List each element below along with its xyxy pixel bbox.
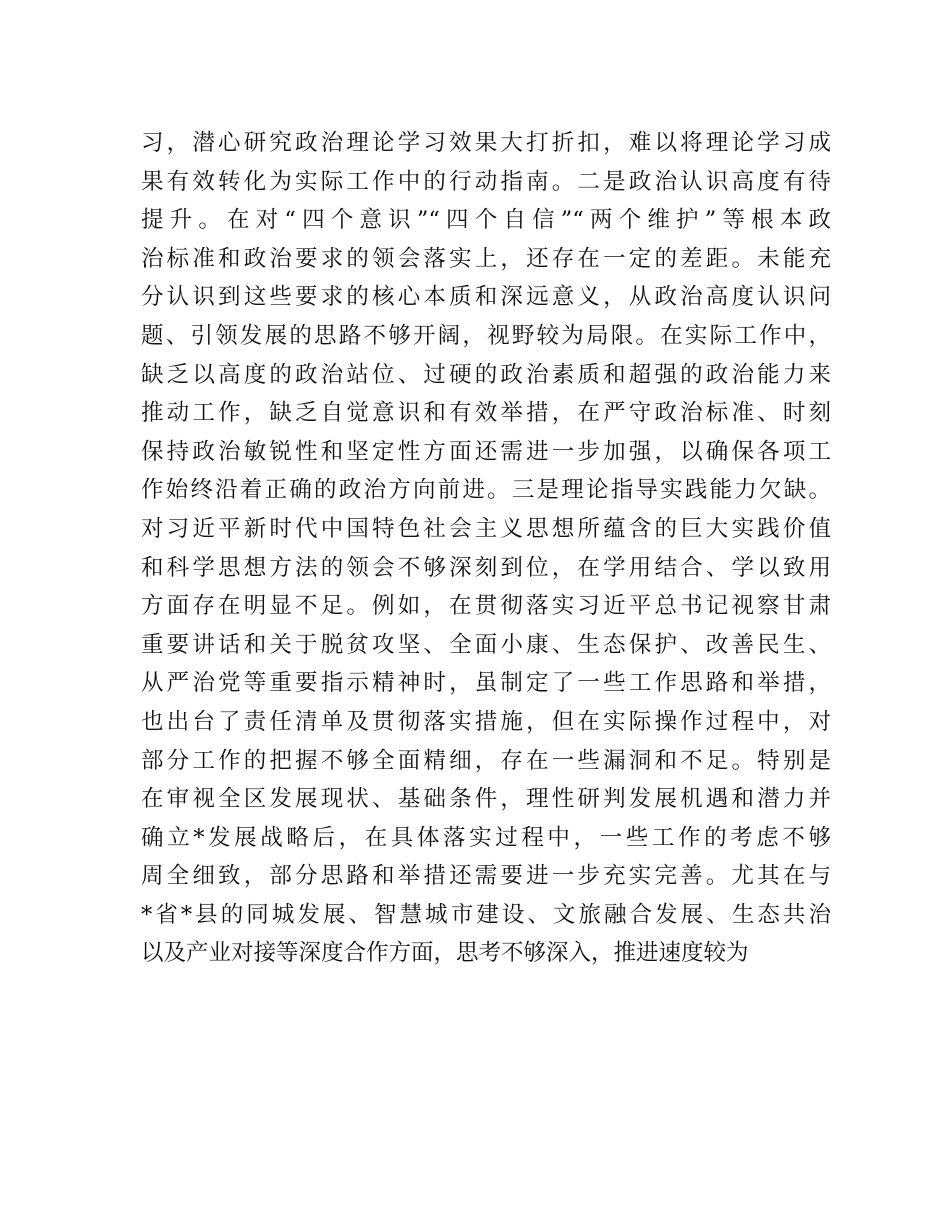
text-line: 分认识到这些要求的核心本质和深远意义，从政治高度认识问 [141, 284, 831, 311]
text-line: 提升。在对“四个意识”“四个自信”“两个维护”等根本政 [141, 207, 831, 234]
text-line: *省*县的同城发展、智慧城市建设、文旅融合发展、生态共治 [141, 901, 831, 928]
text-line: 确立*发展战略后，在具体落实过程中，一些工作的考虑不够 [141, 824, 831, 851]
text-line: 对习近平新时代中国特色社会主义思想所蕴含的巨大实践价值 [141, 515, 831, 542]
text-line: 部分工作的把握不够全面精细，存在一些漏洞和不足。特别是 [141, 747, 831, 774]
text-line: 缺乏以高度的政治站位、过硬的政治素质和超强的政治能力来 [141, 361, 831, 388]
text-line: 果有效转化为实际工作中的行动指南。二是政治认识高度有待 [141, 168, 831, 195]
text-line: 题、引领发展的思路不够开阔，视野较为局限。在实际工作中， [141, 322, 831, 349]
text-line: 方面存在明显不足。例如，在贯彻落实习近平总书记视察甘肃 [141, 593, 831, 620]
text-line: 在审视全区发展现状、基础条件，理性研判发展机遇和潜力并 [141, 786, 831, 813]
text-line: 和科学思想方法的领会不够深刻到位，在学用结合、学以致用 [141, 554, 831, 581]
text-line: 周全细致，部分思路和举措还需要进一步充实完善。尤其在与 [141, 863, 831, 890]
text-line: 以及产业对接等深度合作方面，思考不够深入，推进速度较为 [141, 940, 749, 967]
text-line: 保持政治敏锐性和坚定性方面还需进一步加强，以确保各项工 [141, 438, 831, 465]
text-line: 治标准和政治要求的领会落实上，还存在一定的差距。未能充 [141, 245, 831, 272]
text-line: 习，潜心研究政治理论学习效果大打折扣，难以将理论学习成 [141, 130, 831, 156]
text-line: 也出台了责任清单及贯彻落实措施，但在实际操作过程中，对 [141, 708, 831, 735]
text-line: 重要讲话和关于脱贫攻坚、全面小康、生态保护、改善民生、 [141, 631, 831, 658]
text-line: 作始终沿着正确的政治方向前进。三是理论指导实践能力欠缺。 [141, 477, 831, 504]
text-line: 推动工作，缺乏自觉意识和有效举措，在严守政治标准、时刻 [141, 400, 831, 427]
text-line: 从严治党等重要指示精神时，虽制定了一些工作思路和举措， [141, 670, 831, 697]
body-paragraph [141, 124, 831, 973]
